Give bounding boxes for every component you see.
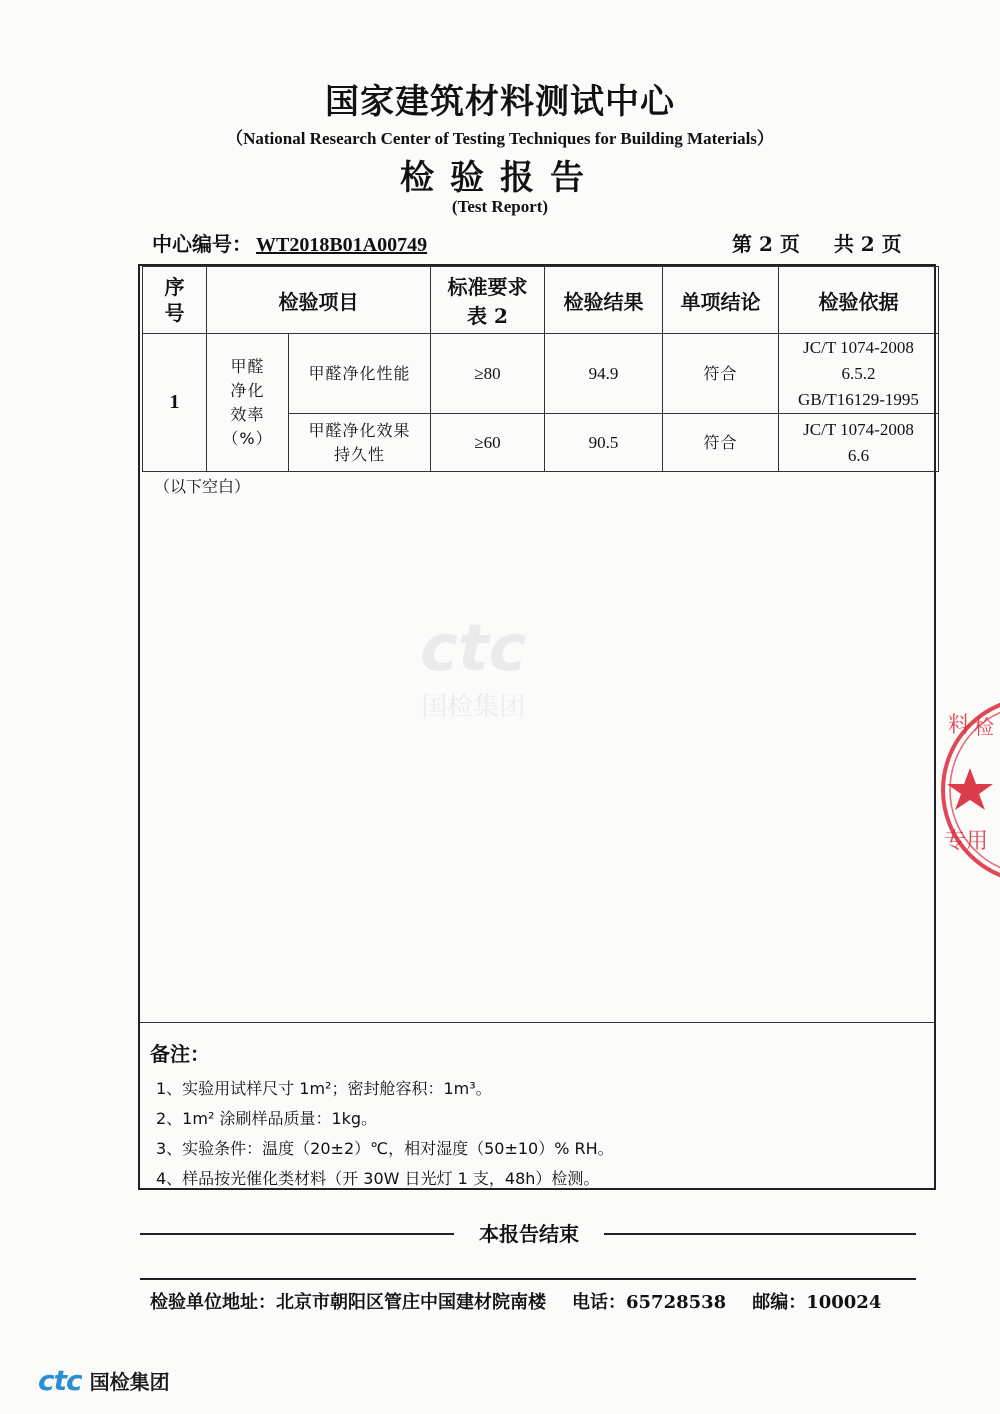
report-number [152, 228, 427, 257]
ctc-logo-mark: ctc [38, 1364, 82, 1397]
row-item-line1: 甲醛净化性能 [308, 363, 411, 383]
basis-line: 6.6 [847, 445, 870, 465]
row-basis [779, 334, 939, 414]
footer-address: 检验单位地址：北京市朝阳区管庄中国建材院南楼 [150, 1292, 546, 1313]
end-of-report: 本报告结束 [479, 1222, 579, 1246]
basis-line: JC/T 1074-2008 [803, 337, 914, 357]
header-basis: 检验依据 [779, 267, 939, 334]
basis-line: 6.5.2 [841, 363, 876, 383]
remark-item: 1、实验用试样尺寸 1m²；密封舱容积：1m³。 [156, 1079, 492, 1098]
row-conclusion: 符合 [663, 334, 779, 414]
category-line: 净化 [230, 380, 265, 400]
header-seq [143, 267, 207, 334]
row-item [289, 414, 431, 472]
header-requirement-line1: 标准要求 [447, 275, 528, 299]
report-number-label: 中心编号： [152, 232, 252, 256]
header-requirement-line2: 表 2 [467, 304, 508, 328]
remark-item: 4、样品按光催化类材料（开 30W 日光灯 1 支，48h）检测。 [156, 1169, 600, 1188]
end-divider-right [604, 1233, 916, 1235]
star-icon [947, 768, 993, 810]
remarks-list [156, 1074, 614, 1194]
row-item-line2: 持久性 [333, 444, 385, 464]
row-seq: 1 [143, 334, 207, 472]
row-basis [779, 414, 939, 472]
report-title-cn: 检验报告 [400, 158, 600, 198]
header-item: 检验项目 [207, 267, 431, 334]
footer-phone: 电话：65728538 [572, 1292, 727, 1313]
watermark-text: 国检集团 [421, 692, 526, 722]
svg-text:料: 料 [948, 713, 971, 738]
remark-item: 3、实验条件：温度（20±2）℃，相对湿度（50±10）% RH。 [156, 1139, 614, 1158]
category-line: （%） [222, 428, 273, 448]
header-result: 检验结果 [545, 267, 663, 334]
header-seq-label: 序号 [164, 275, 185, 325]
row-requirement: ≥60 [431, 414, 545, 472]
row-requirement: ≥80 [431, 334, 545, 414]
row-result: 90.5 [545, 414, 663, 472]
remark-item: 2、1m² 涂刷样品质量：1kg。 [156, 1109, 378, 1128]
header-requirement [431, 267, 545, 334]
page-current: 第 2 页 [732, 232, 800, 256]
end-divider-left [140, 1233, 454, 1235]
footer-contact [150, 1288, 907, 1314]
row-item [289, 334, 431, 414]
row-item-line1: 甲醛净化效果 [308, 420, 411, 440]
company-name: 国检集团 [89, 1370, 170, 1394]
company-logo [38, 1364, 170, 1397]
row-result: 94.9 [545, 334, 663, 414]
page-info [732, 228, 902, 257]
row-conclusion: 符合 [663, 414, 779, 472]
footer-postcode: 邮编：100024 [752, 1292, 882, 1313]
svg-text:检: 检 [974, 715, 994, 739]
category-line: 甲醛 [230, 356, 265, 376]
remarks-title: 备注： [150, 1042, 210, 1066]
watermark-logo: ctc [420, 612, 527, 686]
category-line: 效率 [230, 404, 265, 424]
official-seal [940, 690, 1000, 890]
table-header-row [143, 267, 939, 334]
basis-line: JC/T 1074-2008 [803, 419, 914, 439]
remarks-divider [140, 1022, 934, 1023]
blank-note: （以下空白） [154, 477, 251, 496]
svg-text:专用: 专用 [944, 829, 989, 854]
footer-divider [140, 1278, 916, 1280]
basis-line: GB/T16129-1995 [798, 389, 919, 409]
seal-graphic [940, 690, 1000, 890]
page-total: 共 2 页 [833, 232, 902, 256]
header-conclusion: 单项结论 [663, 267, 779, 334]
table-row [143, 334, 939, 414]
results-table [142, 266, 939, 472]
row-category [207, 334, 289, 472]
report-title-en: (Test Report) [451, 197, 549, 216]
report-number-value: WT2018B01A00749 [256, 234, 428, 256]
org-title-cn: 国家建筑材料测试中心 [325, 82, 675, 122]
org-title-en: （National Research Center of Testing Techniques for Building Materials） [226, 129, 774, 148]
